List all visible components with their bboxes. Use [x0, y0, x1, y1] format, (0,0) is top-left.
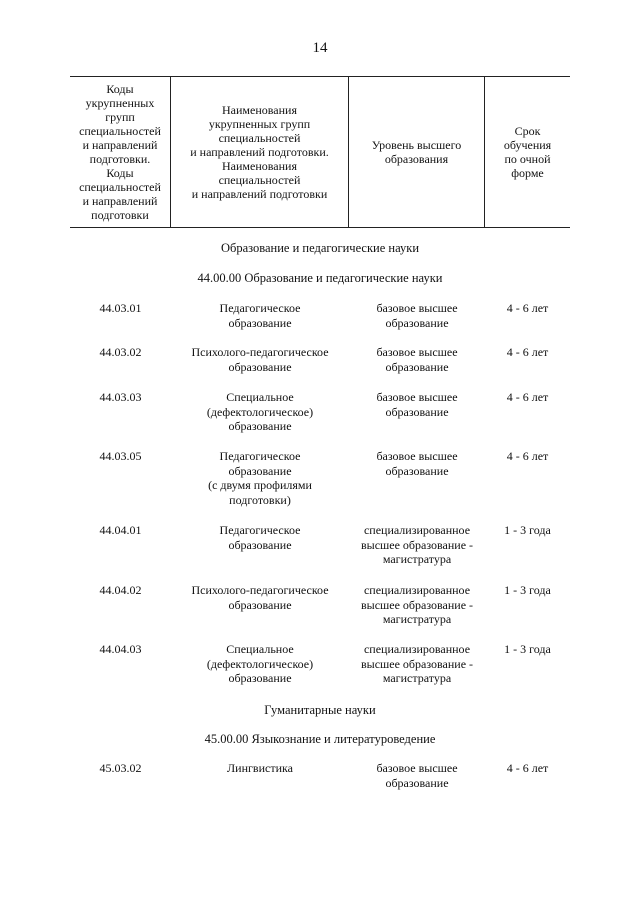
header-term: Срок обучения по очной форме — [503, 124, 552, 180]
row-term: 1 - 3 года — [504, 642, 551, 656]
row-name: Специальное (дефектологическое) образование — [206, 390, 314, 433]
row-code: 45.03.02 — [99, 761, 142, 775]
row-level: базовое высшее образование — [376, 301, 458, 330]
section-heading: Образование и педагогические науки — [220, 241, 420, 255]
table-row — [70, 449, 570, 529]
row-code: 44.04.01 — [99, 523, 142, 537]
row-level: базовое высшее образование — [376, 449, 458, 478]
row-level: специализированное высшее образование - магистратура — [360, 523, 474, 566]
row-level: специализированное высшее образование - магистратура — [360, 642, 474, 685]
row-code: 44.04.03 — [99, 642, 142, 656]
row-code: 44.04.02 — [99, 583, 142, 597]
group-heading: 45.00.00 Языкознание и литературоведение — [204, 732, 436, 746]
row-term: 4 - 6 лет — [506, 390, 549, 404]
row-name: Педагогическое образование — [219, 523, 301, 552]
row-term: 1 - 3 года — [504, 523, 551, 537]
row-level: специализированное высшее образование - магистратура — [360, 583, 474, 626]
row-level: базовое высшее образование — [376, 761, 458, 790]
row-name: Психолого-педагогическое образование — [191, 345, 329, 374]
table-header — [70, 76, 570, 228]
row-code: 44.03.03 — [99, 390, 142, 404]
row-term: 4 - 6 лет — [506, 761, 549, 775]
row-level: базовое высшее образование — [376, 345, 458, 374]
header-codes: Коды укрупненных групп специальностей и направлений подготовки. Коды специальностей и направлений подготовки — [70, 77, 171, 227]
row-code: 44.03.01 — [99, 301, 142, 315]
row-term: 1 - 3 года — [504, 583, 551, 597]
row-name: Специальное (дефектологическое) образование — [206, 642, 314, 685]
section-heading: Гуманитарные науки — [264, 703, 376, 717]
header-names: Наименования укрупненных групп специальностей и направлений подготовки. Наименования специальностей и направлений подготовки — [171, 77, 349, 227]
row-name: Педагогическое образование (с двумя профилями подготовки) — [208, 449, 312, 507]
row-code: 44.03.02 — [99, 345, 142, 359]
row-name: Психолого-педагогическое образование — [191, 583, 329, 612]
table-row — [70, 761, 570, 841]
page-number: 14 — [312, 40, 328, 56]
row-term: 4 - 6 лет — [506, 345, 549, 359]
group-heading: 44.00.00 Образование и педагогические науки — [197, 271, 443, 285]
row-level: базовое высшее образование — [376, 390, 458, 419]
row-name: Педагогическое образование — [219, 301, 301, 330]
row-code: 44.03.05 — [99, 449, 142, 463]
row-name: Лингвистика — [227, 761, 293, 775]
row-term: 4 - 6 лет — [506, 301, 549, 315]
row-term: 4 - 6 лет — [506, 449, 549, 463]
header-level: Уровень высшего образования — [349, 77, 485, 227]
